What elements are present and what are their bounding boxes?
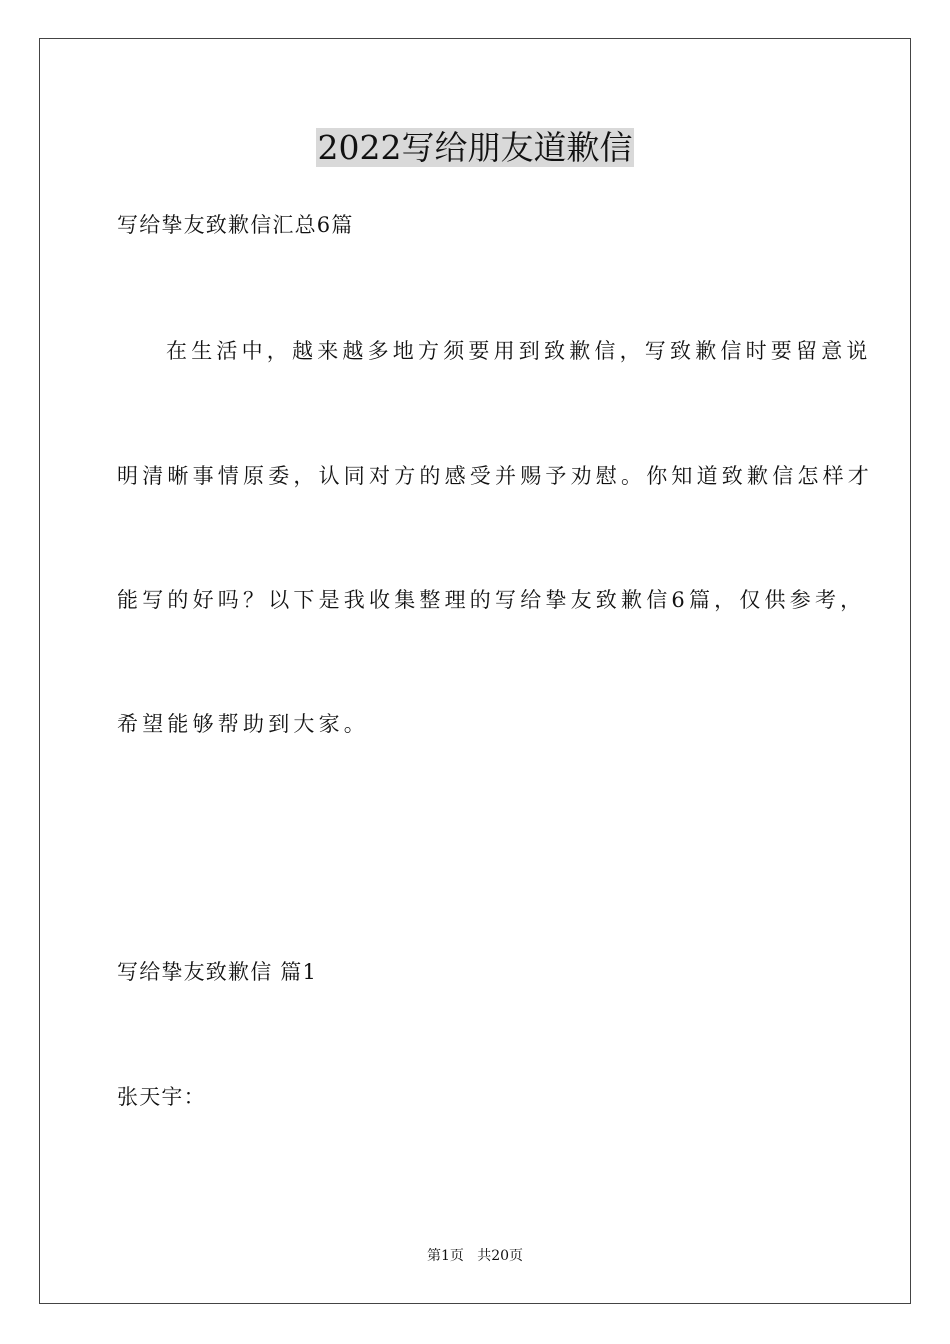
document-title-text: 2022写给朋友道歉信 bbox=[317, 128, 633, 167]
paragraph-line: 明清晰事情原委，认同对方的感受并赐予劝慰。你知道致歉信怎样才 bbox=[117, 464, 873, 488]
paragraph-line: 能写的好吗？以下是我收集整理的写给挚友致歉信6篇，仅供参考， bbox=[117, 588, 866, 612]
letter-salutation: 张天宇： bbox=[117, 1085, 206, 1109]
page-number-footer: 第1页 共20页 bbox=[426, 1248, 524, 1264]
document-subtitle: 写给挚友致歉信汇总6篇 bbox=[117, 213, 354, 237]
paragraph-line: 在生活中，越来越多地方须要用到致歉信，写致歉信时要留意说 bbox=[166, 339, 872, 363]
section-heading: 写给挚友致歉信 篇1 bbox=[117, 960, 318, 984]
paragraph-line: 希望能够帮助到大家。 bbox=[117, 712, 369, 736]
document-title bbox=[0, 128, 950, 168]
